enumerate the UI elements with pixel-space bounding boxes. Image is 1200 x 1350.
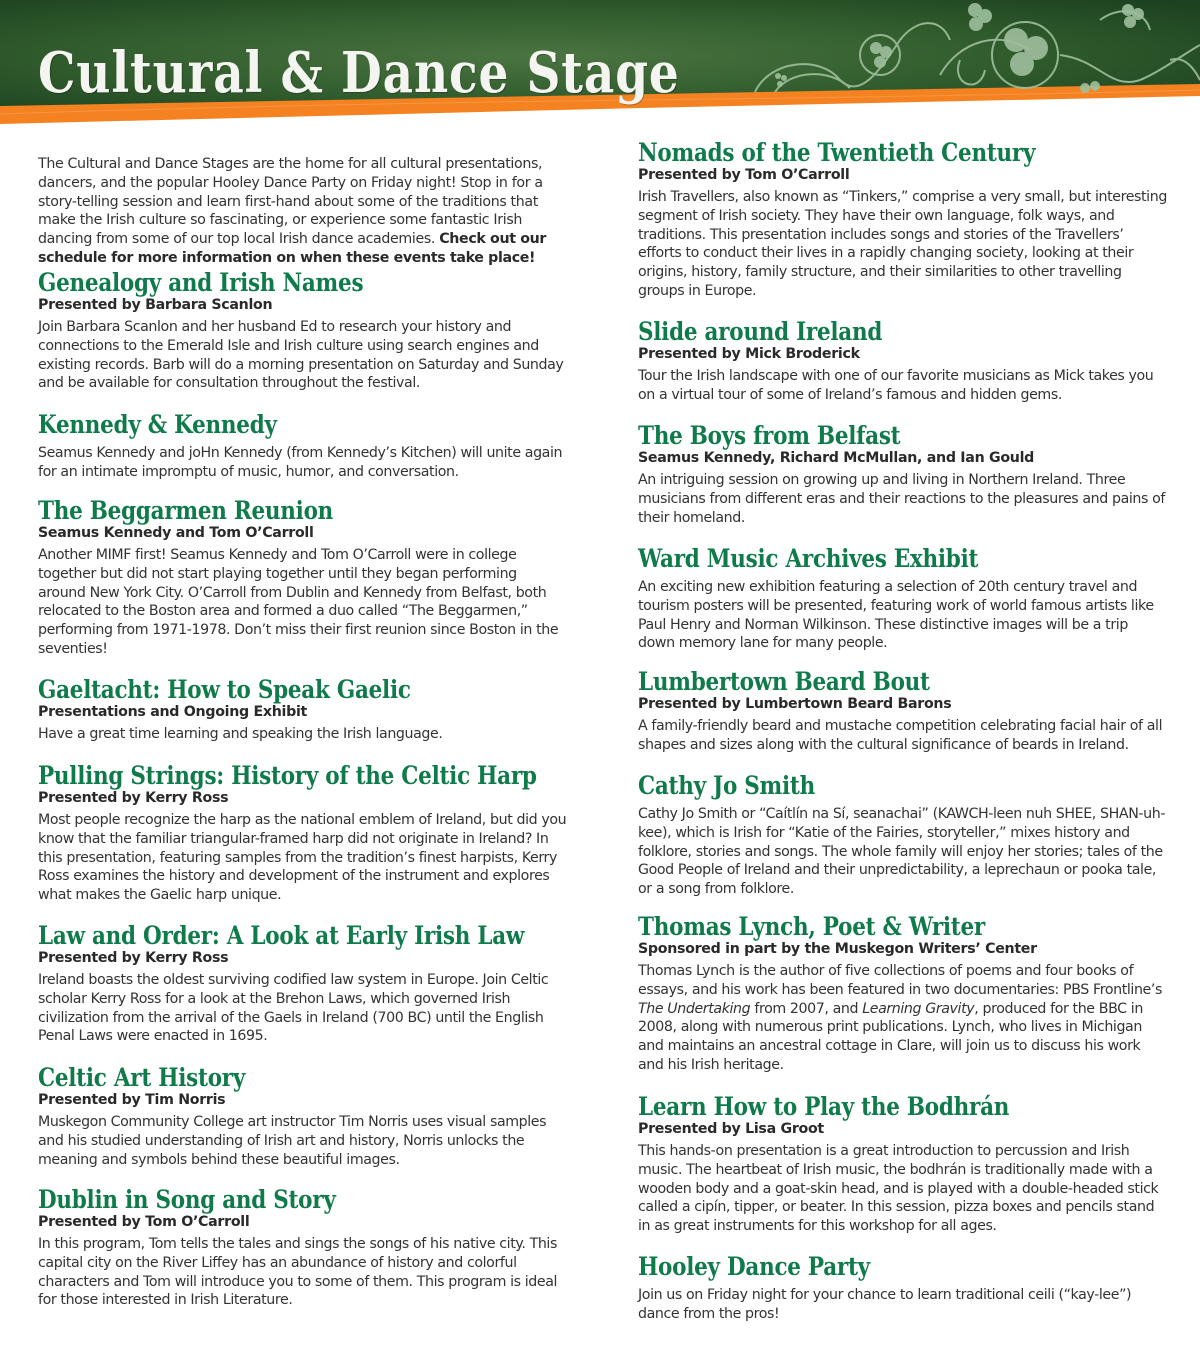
event-title: Ward Music Archives Exhibit (638, 544, 979, 573)
event-description: An intriguing session on growing up and living in Northern Ireland. Three musicians from different eras and their reactions to the pleasures and pains of their homeland. (638, 472, 1165, 526)
event-presenter: Presented by Lisa Groot (638, 1121, 824, 1137)
event-section (638, 1094, 1168, 1236)
event-presenter: Presented by Mick Broderick (638, 346, 860, 362)
event-description: Most people recognize the harp as the national emblem of Ireland, but did you know that the familiar triangular-framed harp did not originate in Ireland? In this presentation, featuring samples from the tradition’s finest harpists, Kerry Ross examines the history and development of the instrument and explores what makes the Gaelic harp unique. (38, 812, 567, 904)
event-section (38, 763, 568, 905)
event-title: Gaeltacht: How to Speak Gaelic (38, 675, 411, 704)
event-description: Seamus Kennedy and joHn Kennedy (from Kennedy’s Kitchen) will unite again for an intimate impromptu of music, humor, and conversation. (38, 445, 563, 480)
event-section (38, 1187, 568, 1310)
event-description: An exciting new exhibition featuring a selection of 20th century travel and tourism posters will be presented, featuring work of world famous artists like Paul Henry and Norman Wilkinson. These distinctive images will be a trip down memory lane for many people. (638, 579, 1154, 652)
event-section (638, 1254, 1168, 1324)
event-section (638, 914, 1168, 1075)
event-title: Slide around Ireland (638, 317, 883, 346)
event-presenter: Presented by Barbara Scanlon (38, 297, 273, 313)
event-presenter: Sponsored in part by the Muskegon Writers’ Center (638, 941, 1037, 957)
event-title: Lumbertown Beard Bout (638, 667, 930, 696)
event-description: Another MIMF first! Seamus Kennedy and Tom O’Carroll were in college together but did not start playing together until they began performing around New York City. O’Carroll from Dublin and Kennedy from Belfast, both relocated to the Boston area and formed a duo called “The Beggarmen,” performing from 1971-1978. Don’t miss their first reunion since Boston in the seventies! (38, 547, 559, 657)
event-title: Hooley Dance Party (638, 1252, 870, 1281)
event-description: Ireland boasts the oldest surviving codified law system in Europe. Join Celtic scholar Kerry Ross for a look at the Brehon Laws, which governed Irish civilization from the arrival of the Gaels in Ireland (700 BC) until the English Penal Laws were enacted in 1695. (38, 972, 549, 1045)
event-presenter: Presented by Tom O’Carroll (38, 1214, 250, 1230)
event-title: Thomas Lynch, Poet & Writer (638, 912, 985, 941)
event-presenter: Presented by Kerry Ross (38, 950, 229, 966)
event-description: Join us on Friday night for your chance to learn traditional ceili (“kay-lee”) dance from the pros! (638, 1287, 1132, 1322)
intro-text: The Cultural and Dance Stages are the home for all cultural presentations, dancers, and the popular Hooley Dance Party on Friday night! Stop in for a story-telling session and learn first-hand about some of the traditions that make the Irish culture so fascinating, or experience some fantastic Irish dancing from some of our top local Irish dance academies. (38, 156, 543, 248)
event-description: This hands-on presentation is a great introduction to percussion and Irish music. The heartbeat of Irish music, the bodhrán is traditionally made with a wooden body and a goat-skin head, and is played with a double-headed stick called a cipín, tipper, or beater. In this session, pizza boxes and pencils stand in as great instruments for this workshop for all ages. (638, 1143, 1159, 1235)
intro-paragraph (38, 155, 568, 268)
event-section (38, 498, 568, 659)
event-description: Irish Travellers, also known as “Tinkers,” comprise a very small, but interesting segment of Irish society. They have their own language, folk ways, and traditions. This presentation includes songs and stories of the Travellers’ efforts to conduct their lives in a rapidly changing society, looking at their origins, history, family structure, and their similarities to other travelling groups in Europe. (638, 189, 1167, 299)
event-title: Cathy Jo Smith (638, 771, 815, 800)
event-description: Have a great time learning and speaking the Irish language. (38, 726, 443, 742)
event-description: Tour the Irish landscape with one of our favorite musicians as Mick takes you on a virtual tour of some of Ireland’s famous and hidden gems. (638, 368, 1154, 403)
event-title: Learn How to Play the Bodhrán (638, 1092, 1010, 1121)
event-title: Law and Order: A Look at Early Irish Law (38, 921, 525, 950)
documentary-title: The Undertaking (638, 1000, 751, 1017)
event-section (638, 423, 1168, 527)
event-presenter: Seamus Kennedy and Tom O’Carroll (38, 525, 314, 541)
event-section (38, 412, 568, 482)
event-title: Celtic Art History (38, 1063, 246, 1092)
page-title: Cultural & Dance Stage (38, 40, 680, 106)
event-title: Genealogy and Irish Names (38, 268, 364, 297)
event-description: A family-friendly beard and mustache competition celebrating facial hair of all shapes and sizes along with the cultural significance of beards in Ireland. (638, 718, 1163, 753)
event-presenter: Presented by Tim Norris (38, 1092, 226, 1108)
body-text: , produced for the BBC in 2008, along with numerous print publications. Lynch, who lives in Michigan and maintains an ancestral cottage in Clare, will join us to discuss his work and his Irish heritage. (638, 1000, 1143, 1073)
event-description: Cathy Jo Smith or “Caítlín na Sí, seanachai” (KAWCH-leen nuh SHEE, SHAN-uh-kee), which is Irish for “Katie of the Fairies, storyteller,” mixes history and folklore, stories and songs. The whole family will enjoy her stories; tales of the Good People of Ireland and their unpredictability, a leprechaun or pooka tale, or a song from folklore. (638, 806, 1166, 898)
event-presenter: Presented by Lumbertown Beard Barons (638, 696, 952, 712)
event-description: Join Barbara Scanlon and her husband Ed to research your history and connections to the Emerald Isle and Irish culture using search engines and existing records. Barb will do a morning presentation on Saturday and Sunday and be available for consultation throughout the festival. (38, 319, 564, 392)
event-description (638, 962, 1168, 1075)
body-text: Thomas Lynch is the author of five collections of poems and four books of essays, and his work has been featured in two documentaries: PBS Frontline’s (638, 963, 1162, 998)
event-title: Dublin in Song and Story (38, 1185, 336, 1214)
intro-bold-callout: Check out our schedule for more information on when these events take place! (38, 231, 547, 266)
event-presenter: Presented by Tom O’Carroll (638, 167, 850, 183)
event-presenter: Seamus Kennedy, Richard McMullan, and Ian Gould (638, 450, 1035, 466)
event-section (638, 319, 1168, 405)
event-presenter: Presentations and Ongoing Exhibit (38, 704, 308, 720)
event-title: The Boys from Belfast (638, 421, 901, 450)
event-presenter: Presented by Kerry Ross (38, 790, 229, 806)
body-text: from 2007, and (750, 1000, 863, 1017)
event-section (38, 923, 568, 1046)
event-section (38, 270, 568, 393)
event-section (638, 546, 1168, 653)
event-description: In this program, Tom tells the tales and sings the songs of his native city. This capital city on the River Liffey has an abundance of history and colorful characters and Tom will introduce you to some of them. This program is ideal for those interested in Irish Literature. (38, 1236, 558, 1309)
documentary-title: Learning Gravity (862, 1000, 975, 1017)
event-title: Nomads of the Twentieth Century (638, 138, 1036, 167)
event-description: Muskegon Community College art instructor Tim Norris uses visual samples and his studied understanding of Irish art and history, Norris unlocks the meaning and symbols behind these beautiful images. (38, 1114, 547, 1168)
event-section (38, 1065, 568, 1169)
event-section (638, 773, 1168, 899)
event-title: The Beggarmen Reunion (38, 496, 334, 525)
event-section (638, 140, 1168, 301)
event-title: Pulling Strings: History of the Celtic Harp (38, 761, 537, 790)
event-section (38, 677, 568, 744)
event-title: Kennedy & Kennedy (38, 410, 277, 439)
header-banner (0, 0, 1200, 125)
event-section (638, 669, 1168, 755)
